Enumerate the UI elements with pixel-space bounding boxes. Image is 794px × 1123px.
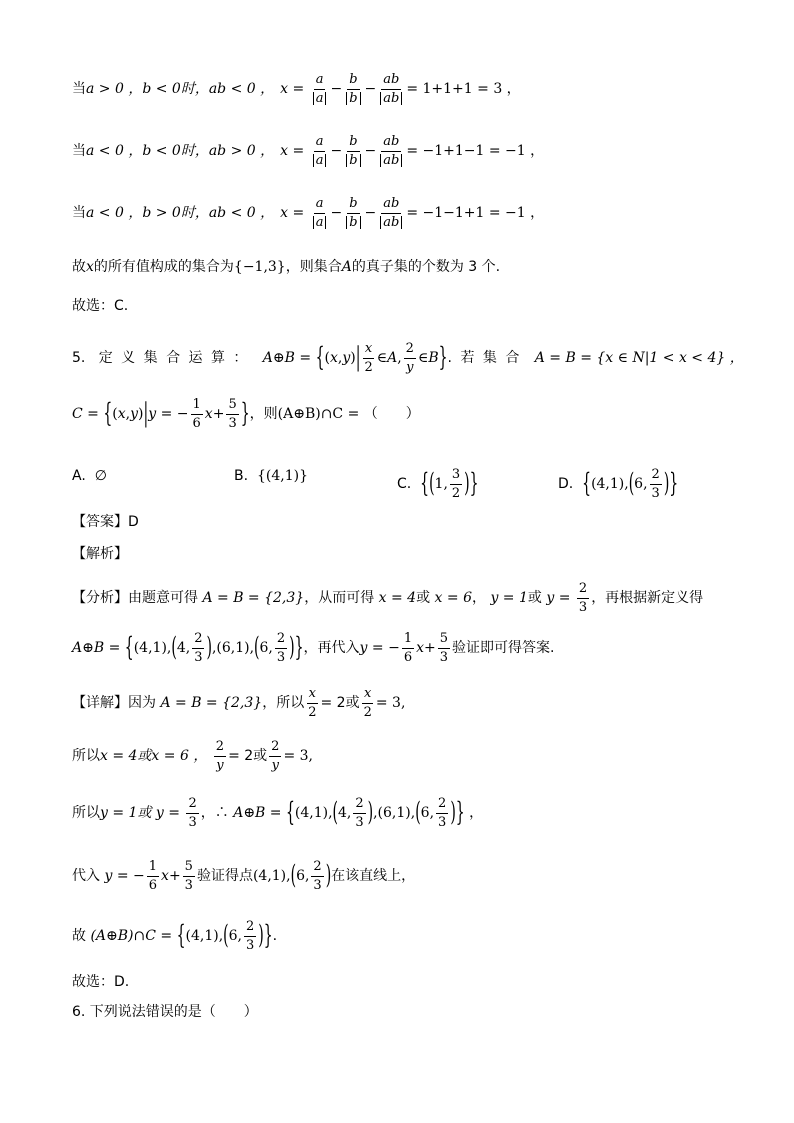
question-6: 6. 下列说法错误的是（ ）	[72, 1004, 258, 1020]
option-a: A. ∅	[72, 468, 107, 484]
case-result: = −1−1+1 = −1 ，	[406, 205, 545, 222]
case-result: = 1+1+1 = 3 ，	[406, 81, 521, 98]
conclusion-line: 故 x 的所有值构成的集合为 {−1,3} ，则集合 A 的真子集的个数为 3 个.	[72, 259, 501, 275]
detail-line-3: 所以 y = 1或 y = $\frac{2}{3}$ ，∴ A⊕B = { (4,1), ( 4, $\frac{2}{3}$ ) ,(6,1), ( 6, $\frac{2}{3}$ ) } ，	[72, 796, 484, 830]
case-condition: a > 0 ，b < 0时，ab < 0 ，	[86, 81, 275, 98]
question-5-line-2: C = { ( x , y ) | y = − $\frac{1}{6}$ x + $\frac{5}{3}$ } ，则 (A⊕B)∩C = （ ）	[72, 397, 420, 431]
answer-value: D	[128, 514, 139, 530]
case-condition: a < 0 ，b > 0时，ab < 0 ，	[86, 205, 275, 222]
case-line-2: 当 a < 0 ，b < 0时，ab > 0 ， x = $\frac{a}{a}$ − $\frac{b}{b}$ − $\frac{ab}{ab}$ = −1+1−1 = −1 ，	[72, 134, 545, 168]
answer-line: 【答案】 D	[72, 514, 139, 530]
option-d: D. { (4,1), ( 6, $\frac{2}{3}$ ) }	[558, 467, 679, 501]
question-ask: (A⊕B)∩C = （ ）	[277, 406, 420, 423]
value-set: {−1,3}	[233, 259, 286, 275]
option-b: B. {(4,1)}	[234, 468, 308, 484]
case-result: = −1+1−1 = −1 ，	[406, 143, 545, 160]
analysis-line-1: 【分析】 由题意可得 A = B = {2,3} ，从而可得 x = 4 或 x = 6 ， y = 1 或 y = $\frac{2}{3}$ ，再根据新定义得	[72, 581, 704, 615]
case-condition: a < 0 ，b < 0时，ab > 0 ，	[86, 143, 275, 160]
detail-line-4: 代入 y = − $\frac{1}{6}$ x + $\frac{5}{3}$ 验证得点 (4,1), ( 6, $\frac{2}{3}$ ) 在该直线上，	[72, 859, 416, 893]
detail-line-1: 【详解】 因为 A = B = {2,3} ，所以 $\frac{x}{2}$ = 2或 $\frac{x}{2}$ = 3,	[72, 686, 406, 720]
analysis-line-2: A ⊕ B = { (4,1), ( 4, $\frac{2}{3}$ ) ,(6,1), ( 6, $\frac{2}{3}$ ) } ，再代入 y = − $\frac{1}{6}$ x + $\frac{5}{3}$ 验证即可得答案.	[72, 631, 555, 665]
set-definition: A = B = {x ∈ N|1 < x < 4} ，	[534, 350, 744, 367]
case-line-3: 当 a < 0 ，b > 0时，ab < 0 ， x = $\frac{a}{a}$ − $\frac{b}{b}$ − $\frac{ab}{ab}$ = −1−1+1 = −1 ，	[72, 196, 545, 230]
detail-line-5: 故 (A⊕B)∩C = { (4,1), ( 6, $\frac{2}{3}$ ) } .	[72, 919, 278, 953]
choice-line-5: 故选：D.	[72, 974, 130, 990]
analysis-label: 【解析】	[72, 546, 128, 562]
choice-line-4: 故选：C.	[72, 298, 129, 314]
question-5-line-1: 5. 定 义 集 合 运 算 ： A ⊕ B = { ( x , y ) | $\frac{x}{2}$ ∈ A , $\frac{2}{y}$ ∈ B } . 若 集 合 A = B = {x ∈ N|1 < x < 4} ，	[72, 341, 744, 375]
case-line-1: 当 a > 0 ，b < 0时，ab < 0 ， x = $\frac{a}{a}$ − $\frac{b}{b}$ − $\frac{ab}{ab}$ = 1+1+1 = 3 ，	[72, 72, 521, 106]
option-c: C. { ( 1, $\frac{3}{2}$ ) }	[397, 467, 479, 501]
detail-line-2: 所以 x = 4或x = 6 ， $\frac{2}{y}$ = 2或 $\frac{2}{y}$ = 3,	[72, 739, 313, 773]
